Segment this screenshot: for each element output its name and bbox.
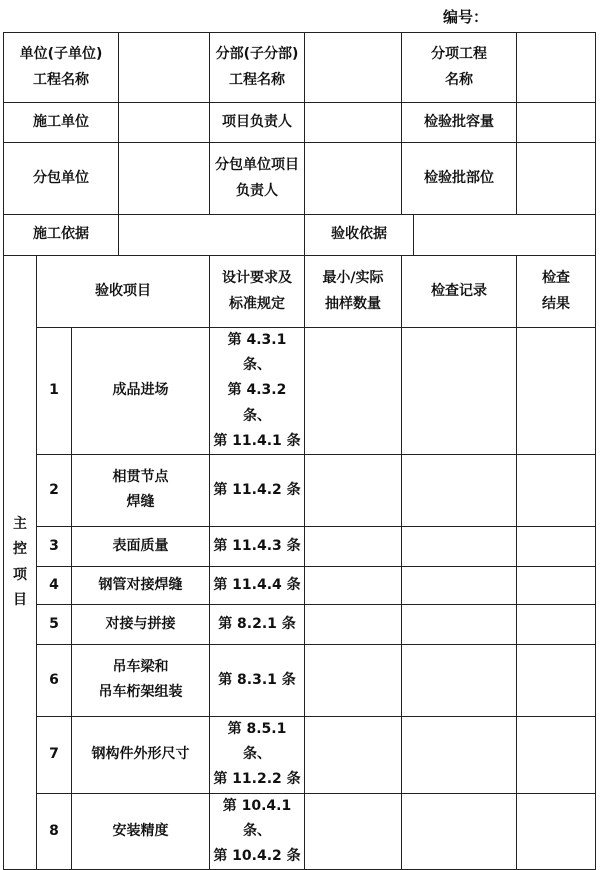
table-row	[4, 526, 596, 566]
item-name: 钢管对接焊缝	[72, 566, 210, 604]
sample-quantity-cell[interactable]	[305, 644, 402, 716]
inspection-record-cell[interactable]	[402, 566, 517, 604]
subcontract-unit-label: 分包单位	[4, 143, 119, 215]
item-name-line: 相贯节点	[112, 469, 169, 486]
design-requirement-header	[210, 256, 305, 328]
sample-quantity-cell[interactable]	[305, 454, 402, 526]
item-clause: 第 11.4.2 条	[210, 454, 305, 526]
section-char-3: 项	[13, 566, 27, 583]
sample-quantity-cell[interactable]	[305, 604, 402, 644]
inspection-result-cell[interactable]	[517, 604, 596, 644]
inspection-record-cell[interactable]	[402, 644, 517, 716]
inspection-result-cell[interactable]	[517, 454, 596, 526]
item-clause: 第 8.3.1 条	[210, 644, 305, 716]
item-label-line-2: 名称	[445, 71, 473, 88]
batch-location-value[interactable]	[517, 143, 596, 215]
unit-label-line-1: 单位(子单位)	[19, 46, 103, 63]
table-row	[4, 328, 596, 455]
main-control-items-label	[4, 256, 37, 870]
inspection-record-cell[interactable]	[402, 716, 517, 793]
item-number: 7	[37, 716, 72, 793]
info-row-project	[4, 33, 596, 103]
item-label-line-1: 分项工程	[431, 46, 487, 63]
item-clause	[210, 716, 305, 793]
item-name	[72, 644, 210, 716]
item-number: 8	[37, 793, 72, 870]
item-project-name-label	[402, 33, 517, 103]
inspection-result-cell[interactable]	[517, 526, 596, 566]
info-row-basis	[4, 215, 596, 256]
item-clause: 第 11.4.3 条	[210, 526, 305, 566]
subdivision-label-line-2: 工程名称	[229, 71, 285, 88]
item-number: 1	[37, 328, 72, 455]
inspection-record-cell[interactable]	[402, 526, 517, 566]
subcontract-pm-line-2: 负责人	[236, 182, 278, 199]
construction-basis-label: 施工依据	[4, 215, 119, 256]
subcontract-pm-line-1: 分包单位项目	[215, 157, 299, 174]
table-row	[4, 644, 596, 716]
clause-line: 第 11.2.2 条	[213, 771, 301, 788]
table-row	[4, 793, 596, 870]
sample-quantity-cell[interactable]	[305, 566, 402, 604]
item-name: 表面质量	[72, 526, 210, 566]
item-name: 对接与拼接	[72, 604, 210, 644]
unit-label-line-2: 工程名称	[33, 71, 89, 88]
section-char-4: 目	[13, 591, 27, 608]
inspection-record-cell[interactable]	[402, 454, 517, 526]
result-header-line-1: 检查	[542, 270, 570, 287]
item-name-line: 吊车桁架组装	[98, 684, 183, 701]
item-clause: 第 8.2.1 条	[210, 604, 305, 644]
sample-quantity-cell[interactable]	[305, 328, 402, 455]
subdivision-label-line-1: 分部(子分部)	[215, 46, 299, 63]
item-name	[72, 454, 210, 526]
item-number: 5	[37, 604, 72, 644]
clause-line: 第 4.3.1 条、	[227, 332, 287, 374]
subcontract-pm-value[interactable]	[305, 143, 402, 215]
item-clause: 第 11.4.4 条	[210, 566, 305, 604]
section-char-2: 控	[13, 541, 27, 558]
subcontract-pm-label	[210, 143, 305, 215]
design-header-line-1: 设计要求及	[222, 270, 292, 287]
batch-capacity-value[interactable]	[517, 103, 596, 143]
design-header-line-2: 标准规定	[229, 295, 285, 312]
info-row-subcontract	[4, 143, 596, 215]
inspection-result-cell[interactable]	[517, 328, 596, 455]
document-number-label: 编号：	[443, 8, 489, 26]
column-header-row	[4, 256, 596, 328]
info-row-construction	[4, 103, 596, 143]
table-row	[4, 716, 596, 793]
inspection-result-header	[517, 256, 596, 328]
section-char-1: 主	[13, 516, 27, 533]
construction-basis-value[interactable]	[119, 215, 305, 256]
subdivision-name-label	[210, 33, 305, 103]
item-name-line: 焊缝	[126, 494, 155, 511]
table-row	[4, 604, 596, 644]
sample-quantity-cell[interactable]	[305, 793, 402, 870]
acceptance-basis-value[interactable]	[414, 215, 596, 256]
sample-quantity-cell[interactable]	[305, 716, 402, 793]
item-number: 2	[37, 454, 72, 526]
batch-location-label: 检验批部位	[402, 143, 517, 215]
sample-quantity-header	[305, 256, 402, 328]
sample-header-line-1: 最小/实际	[322, 270, 384, 287]
clause-line: 第 11.4.1 条	[213, 432, 301, 449]
table-row	[4, 454, 596, 526]
item-number: 3	[37, 526, 72, 566]
construction-unit-label: 施工单位	[4, 103, 119, 143]
construction-unit-value[interactable]	[119, 103, 210, 143]
inspection-form-table	[3, 32, 596, 870]
item-number: 6	[37, 644, 72, 716]
subcontract-unit-value[interactable]	[119, 143, 210, 215]
acceptance-basis-label: 验收依据	[305, 215, 414, 256]
subdivision-name-value[interactable]	[305, 33, 402, 103]
inspection-result-cell[interactable]	[517, 716, 596, 793]
clause-line: 第 10.4.1 条、	[222, 797, 292, 839]
inspection-result-cell[interactable]	[517, 644, 596, 716]
item-name: 钢构件外形尺寸	[72, 716, 210, 793]
result-header-line-2: 结果	[542, 295, 570, 312]
item-name: 安装精度	[72, 793, 210, 870]
item-clause	[210, 328, 305, 455]
sample-quantity-cell[interactable]	[305, 526, 402, 566]
inspection-result-cell[interactable]	[517, 793, 596, 870]
clause-line: 第 4.3.2 条、	[227, 382, 287, 424]
inspection-result-cell[interactable]	[517, 566, 596, 604]
clause-line: 第 8.5.1 条、	[227, 720, 287, 763]
item-number: 4	[37, 566, 72, 604]
acceptance-item-header: 验收项目	[37, 256, 210, 328]
unit-project-name-label	[4, 33, 119, 103]
item-project-name-value[interactable]	[517, 33, 596, 103]
inspection-record-header: 检查记录	[402, 256, 517, 328]
project-manager-value[interactable]	[305, 103, 402, 143]
item-clause	[210, 793, 305, 870]
inspection-record-cell[interactable]	[402, 604, 517, 644]
inspection-record-cell[interactable]	[402, 328, 517, 455]
batch-capacity-label: 检验批容量	[402, 103, 517, 143]
sample-header-line-2: 抽样数量	[325, 295, 381, 312]
project-manager-label: 项目负责人	[210, 103, 305, 143]
item-name-line: 吊车梁和	[112, 659, 169, 676]
unit-project-name-value[interactable]	[119, 33, 210, 103]
clause-line: 第 10.4.2 条	[213, 847, 301, 864]
item-name: 成品进场	[72, 328, 210, 455]
inspection-record-cell[interactable]	[402, 793, 517, 870]
table-row	[4, 566, 596, 604]
